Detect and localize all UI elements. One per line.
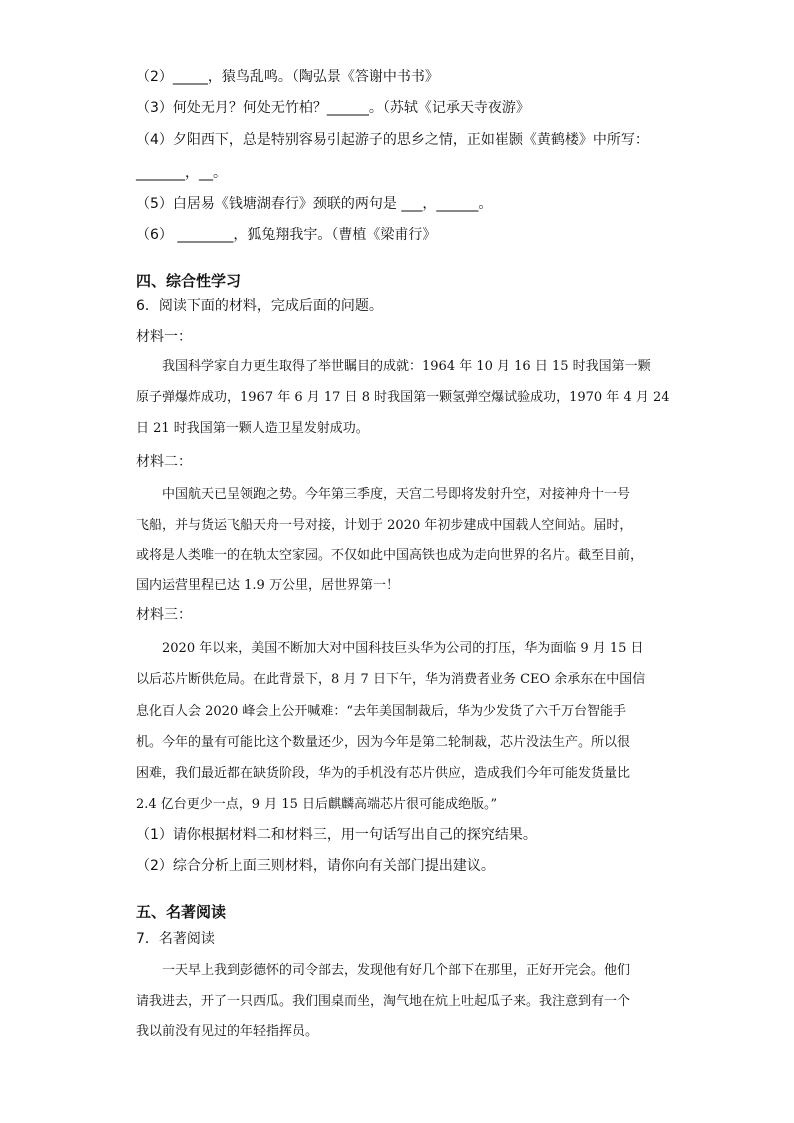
- material-2-line: 飞船，并与货运飞船天舟一号对接，计划于 2020 年初步建成中国载人空间站。届时，: [136, 518, 633, 533]
- material-2-label: 材料二：: [136, 454, 192, 470]
- reading-line: 请我进去，开了一只西瓜。我们围桌而坐，淘气地在炕上吐起瓜子来。我注意到有一个: [136, 994, 631, 1009]
- material-1-line: 我国科学家自力更生取得了举世瞩目的成就：1964 年 10 月 16 日 15 时我国第一颗: [136, 359, 651, 374]
- poem-fill-item-2: （2）_____，猿鸟乱鸣。（陶弘景《答谢中书书》: [136, 69, 439, 85]
- material-1-line: 日 21 时我国第一颗人造卫星发射成功。: [136, 421, 369, 436]
- material-3-line: 机。今年的量有可能比这个数量还少，因为今年是第二轮制裁，芯片没法生产。所以很: [136, 735, 631, 750]
- question-7: 7．名著阅读: [136, 931, 215, 947]
- section-4-heading: 四、综合性学习: [136, 272, 242, 290]
- material-1-label: 材料一：: [136, 329, 192, 345]
- poem-fill-item-4: （4）夕阳西下，总是特别容易引起游子的思乡之情，正如崔颢《黄鹤楼》中所写：: [136, 132, 649, 148]
- material-3-label: 材料三：: [136, 607, 192, 623]
- material-3-line: 息化百人会 2020 峰会上公开喊难：“去年美国制裁后，华为少发货了六千万台智能手: [136, 704, 626, 719]
- poem-fill-item-5: （5）白居易《钱塘湖春行》颈联的两句是 ___，______。: [136, 196, 493, 212]
- poem-fill-item-3: （3）何处无月？何处无竹柏？______。（苏轼《记承天寺夜游》: [136, 100, 530, 116]
- poem-fill-item-6: （6） ________，狐兔翔我宇。（曹植《梁甫行》: [136, 227, 437, 243]
- sub-question-2: （2）综合分析上面三则材料，请你向有关部门提出建议。: [136, 858, 495, 874]
- material-2-line: 或将是人类唯一的在轨太空家园。不仅如此中国高铁也成为走向世界的名片。截至目前，: [136, 548, 644, 563]
- question-6: 6．阅读下面的材料，完成后面的问题。: [136, 298, 383, 314]
- material-3-line: 2.4 亿台更少一点，9 月 15 日后麒麟高端芯片很可能成绝版。”: [136, 797, 498, 812]
- material-3-line: 2020 年以来，美国不断加大对中国科技巨头华为公司的打压，华为面临 9 月 15 日: [136, 641, 644, 656]
- material-3-line: 困难，我们最近都在缺货阶段，华为的手机没有芯片供应，造成我们今年可能发货量比: [136, 766, 631, 781]
- reading-line: 一天早上我到彭德怀的司令部去，发现他有好几个部下在那里，正好开完会。他们: [136, 963, 631, 978]
- section-5-heading: 五、名著阅读: [136, 903, 227, 921]
- material-2-line: 中国航天已呈领跑之势。今年第三季度，天宫二号即将发射升空，对接神舟十一号: [136, 487, 631, 502]
- material-2-line: 国内运营里程已达 1.9 万公里，居世界第一！: [136, 578, 399, 593]
- poem-fill-item-4-blanks: _______，__。: [136, 165, 227, 181]
- sub-question-1: （1）请你根据材料二和材料三，用一句话写出自己的探究结果。: [136, 827, 537, 843]
- reading-line: 我以前没有见过的年轻指挥员。: [136, 1024, 319, 1039]
- material-3-line: 以后芯片断供危局。在此背景下，8 月 7 日下午，华为消费者业务 CEO 余承东在中国信: [136, 672, 646, 687]
- material-1-line: 原子弹爆炸成功，1967 年 6 月 17 日 8 时我国第一颗氢弹空爆试验成功，1970 年 4 月 24: [136, 390, 670, 405]
